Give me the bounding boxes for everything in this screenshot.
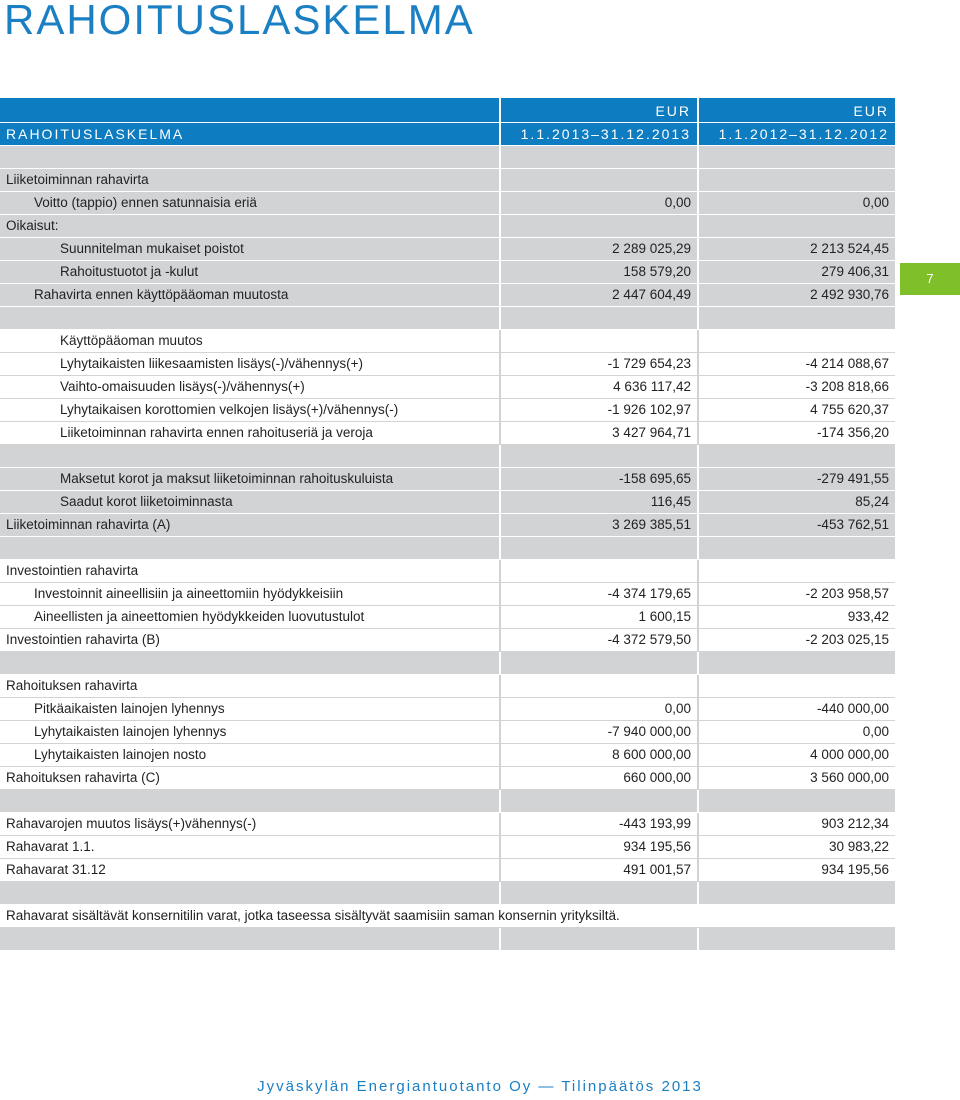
value-2012: -279 491,55 (697, 468, 895, 491)
row-label (0, 882, 499, 905)
table-row (0, 836, 895, 859)
value-2012 (697, 790, 895, 813)
value-2013: -1 926 102,97 (499, 399, 697, 422)
row-label (0, 652, 499, 675)
value-2013: 2 447 604,49 (499, 284, 697, 307)
row-label: Liiketoiminnan rahavirta (A) (0, 514, 499, 537)
value-2012 (697, 652, 895, 675)
row-label: Saadut korot liiketoiminnasta (0, 491, 499, 514)
row-label: Suunnitelman mukaiset poistot (0, 238, 499, 261)
row-label (0, 790, 499, 813)
value-2013 (499, 652, 697, 675)
row-label: Oikaisut: (0, 215, 499, 238)
row-label: Investointien rahavirta (B) (0, 629, 499, 652)
value-2012 (697, 169, 895, 192)
value-2013: -1 729 654,23 (499, 353, 697, 376)
value-2013 (499, 330, 697, 353)
row-label: Investointien rahavirta (0, 560, 499, 583)
value-2012: 4 000 000,00 (697, 744, 895, 767)
row-label: Investoinnit aineellisiin ja aineettomiin hyödykkeisiin (0, 583, 499, 606)
row-label: Rahavarat 1.1. (0, 836, 499, 859)
row-label: Rahoituksen rahavirta (0, 675, 499, 698)
table-row (0, 583, 895, 606)
value-2012 (697, 146, 895, 169)
row-label: Lyhytaikaisten lainojen lyhennys (0, 721, 499, 744)
table-row-spacer (0, 790, 895, 813)
table-row-spacer (0, 307, 895, 330)
value-2013: 3 427 964,71 (499, 422, 697, 445)
table-row (0, 261, 895, 284)
value-2013: 660 000,00 (499, 767, 697, 790)
value-2012 (697, 537, 895, 560)
table-row (0, 606, 895, 629)
value-2013: 491 001,57 (499, 859, 697, 882)
row-label: Liiketoiminnan rahavirta (0, 169, 499, 192)
value-2013 (499, 445, 697, 468)
table-row (0, 698, 895, 721)
value-2013: -4 372 579,50 (499, 629, 697, 652)
row-label: Voitto (tappio) ennen satunnaisia eriä (0, 192, 499, 215)
table-row (0, 675, 895, 698)
row-label (0, 307, 499, 330)
table-row-spacer (0, 445, 895, 468)
row-label: Vaihto-omaisuuden lisäys(-)/vähennys(+) (0, 376, 499, 399)
row-label (0, 445, 499, 468)
value-2012 (697, 560, 895, 583)
row-label: Käyttöpääoman muutos (0, 330, 499, 353)
row-label: Rahavirta ennen käyttöpääoman muutosta (0, 284, 499, 307)
value-2012: 2 492 930,76 (697, 284, 895, 307)
value-2012: 30 983,22 (697, 836, 895, 859)
value-2012: -4 214 088,67 (697, 353, 895, 376)
table-row (0, 192, 895, 215)
value-2012: -2 203 958,57 (697, 583, 895, 606)
value-2013: 4 636 117,42 (499, 376, 697, 399)
value-2013 (499, 790, 697, 813)
table-row (0, 353, 895, 376)
value-2012: 903 212,34 (697, 813, 895, 836)
value-2012 (697, 330, 895, 353)
row-label: Rahavarat sisältävät konsernitilin varat, jotka taseessa sisältyvät saamisiin saman konsernin yrityksiltä. (0, 905, 895, 928)
value-2013: -4 374 179,65 (499, 583, 697, 606)
value-2013: 2 289 025,29 (499, 238, 697, 261)
table-row (0, 169, 895, 192)
table-row (0, 744, 895, 767)
row-label: Lyhytaikaisen korottomien velkojen lisäys(+)/vähennys(-) (0, 399, 499, 422)
value-2013: -443 193,99 (499, 813, 697, 836)
table-row (0, 767, 895, 790)
row-label: Lyhytaikaisten liikesaamisten lisäys(-)/vähennys(+) (0, 353, 499, 376)
value-2013: 0,00 (499, 192, 697, 215)
value-2012: 933,42 (697, 606, 895, 629)
table-row (0, 422, 895, 445)
table-row-spacer (0, 928, 895, 951)
row-label: Liiketoiminnan rahavirta ennen rahoituseriä ja veroja (0, 422, 499, 445)
value-2012 (697, 445, 895, 468)
value-2013: 3 269 385,51 (499, 514, 697, 537)
table-row (0, 905, 895, 928)
value-2013 (499, 215, 697, 238)
table-row (0, 629, 895, 652)
row-label: Rahavarojen muutos lisäys(+)vähennys(-) (0, 813, 499, 836)
value-2013 (499, 560, 697, 583)
period-2013: 1.1.2013–31.12.2013 (499, 123, 697, 146)
row-label (0, 537, 499, 560)
value-2012: -453 762,51 (697, 514, 895, 537)
table-row-spacer (0, 146, 895, 169)
table-row (0, 215, 895, 238)
table-row (0, 284, 895, 307)
value-2012 (697, 675, 895, 698)
period-2012: 1.1.2012–31.12.2012 (697, 123, 895, 146)
page-title: RAHOITUSLASKELMA (4, 0, 475, 43)
value-2012 (697, 882, 895, 905)
table-row (0, 468, 895, 491)
value-2013 (499, 675, 697, 698)
table-row (0, 376, 895, 399)
table-row (0, 491, 895, 514)
table-row (0, 514, 895, 537)
value-2012: 0,00 (697, 721, 895, 744)
table-row (0, 330, 895, 353)
value-2013 (499, 146, 697, 169)
value-2013: -7 940 000,00 (499, 721, 697, 744)
table-row (0, 813, 895, 836)
row-label (0, 928, 499, 951)
table-row (0, 859, 895, 882)
value-2012: 4 755 620,37 (697, 399, 895, 422)
value-2012: -174 356,20 (697, 422, 895, 445)
value-2012 (697, 928, 895, 951)
value-2013 (499, 537, 697, 560)
value-2013: -158 695,65 (499, 468, 697, 491)
row-label: Aineellisten ja aineettomien hyödykkeiden luovutustulot (0, 606, 499, 629)
table-row (0, 721, 895, 744)
value-2013 (499, 169, 697, 192)
value-2013: 158 579,20 (499, 261, 697, 284)
value-2012: -3 208 818,66 (697, 376, 895, 399)
value-2012: -440 000,00 (697, 698, 895, 721)
row-label: Pitkäaikaisten lainojen lyhennys (0, 698, 499, 721)
currency-2013: EUR (499, 98, 697, 123)
table-row (0, 560, 895, 583)
value-2013 (499, 928, 697, 951)
value-2013: 934 195,56 (499, 836, 697, 859)
page-footer: Jyväskylän Energiantuotanto Oy — Tilinpäätös 2013 (257, 1078, 703, 1095)
value-2012: -2 203 025,15 (697, 629, 895, 652)
page-number-tab: 7 (900, 263, 960, 295)
header-spacer (0, 98, 499, 123)
value-2012 (697, 307, 895, 330)
table-header-period-row (0, 123, 895, 146)
cash-flow-table (0, 98, 895, 951)
value-2013 (499, 882, 697, 905)
row-label: Rahoitustuotot ja -kulut (0, 261, 499, 284)
value-2012: 3 560 000,00 (697, 767, 895, 790)
value-2013 (499, 307, 697, 330)
value-2013: 0,00 (499, 698, 697, 721)
row-label: Lyhytaikaisten lainojen nosto (0, 744, 499, 767)
table-row-spacer (0, 537, 895, 560)
table-header-currency-row (0, 98, 895, 123)
value-2013: 8 600 000,00 (499, 744, 697, 767)
table-header-title: RAHOITUSLASKELMA (0, 123, 499, 146)
value-2012: 85,24 (697, 491, 895, 514)
value-2012 (697, 215, 895, 238)
table-row (0, 399, 895, 422)
value-2012: 934 195,56 (697, 859, 895, 882)
value-2012: 0,00 (697, 192, 895, 215)
currency-2012: EUR (697, 98, 895, 123)
table-row-spacer (0, 652, 895, 675)
value-2013: 1 600,15 (499, 606, 697, 629)
value-2012: 279 406,31 (697, 261, 895, 284)
value-2013: 116,45 (499, 491, 697, 514)
value-2012: 2 213 524,45 (697, 238, 895, 261)
row-label: Rahoituksen rahavirta (C) (0, 767, 499, 790)
table-row (0, 238, 895, 261)
row-label: Rahavarat 31.12 (0, 859, 499, 882)
table-row-spacer (0, 882, 895, 905)
row-label (0, 146, 499, 169)
row-label: Maksetut korot ja maksut liiketoiminnan rahoituskuluista (0, 468, 499, 491)
